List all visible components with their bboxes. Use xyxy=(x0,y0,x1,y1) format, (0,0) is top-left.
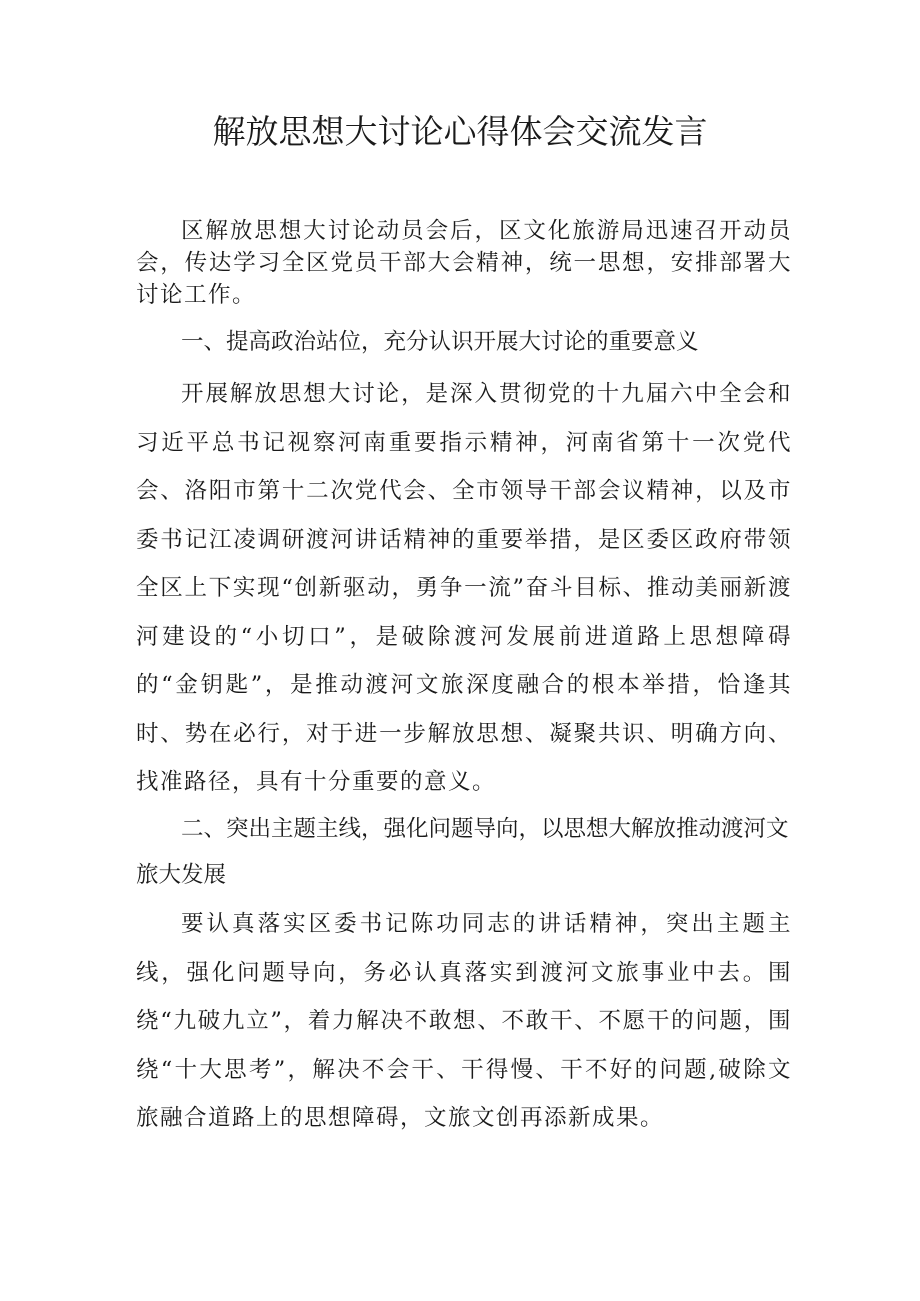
section-1-heading: 一、提高政治站位，充分认识开展大讨论的重要意义 xyxy=(181,329,699,355)
section-1-body: 开展解放思想大讨论，是深入贯彻党的十九届六中全会和习近平总书记视察河南重要指示精神，河南省第十一次党代会、洛阳市第十二次党代会、全市领导干部会议精神，以及市委书记江凌调研渡河讲话精神的重要举措，是区委区政府带领全区上下实现“创新驱动，勇争一流”奋斗目标、推动美丽新渡河建设的“小切口”，是破除渡河发展前进道路上思想障碍的“金钥匙”，是推动渡河文旅深度融合的根本举措，恰逢其时、势在必行，对于进一步解放思想、凝聚共识、明确方向、找准路径，具有十分重要的意义。 xyxy=(136,381,792,795)
intro-paragraph: 区解放思想大讨论动员会后，区文化旅游局迅速召开动员会，传达学习全区党员干部大会精神，统一思想，安排部署大讨论工作。 xyxy=(136,218,792,308)
document-title: 解放思想大讨论心得体会交流发言 xyxy=(212,112,708,151)
section-2-heading: 二、突出主题主线，强化问题导向，以思想大解放推动渡河文旅大发展 xyxy=(136,816,789,888)
section-2-body: 要认真落实区委书记陈功同志的讲话精神，突出主题主线，强化问题导向，务必认真落实到渡河文旅事业中去。围绕“九破九立”，着力解决不敢想、不敢干、不愿干的问题，围绕“十大思考”，解决不会干、干得慢、干不好的问题,破除文旅融合道路上的思想障碍，文旅文创再添新成果。 xyxy=(136,911,792,1131)
